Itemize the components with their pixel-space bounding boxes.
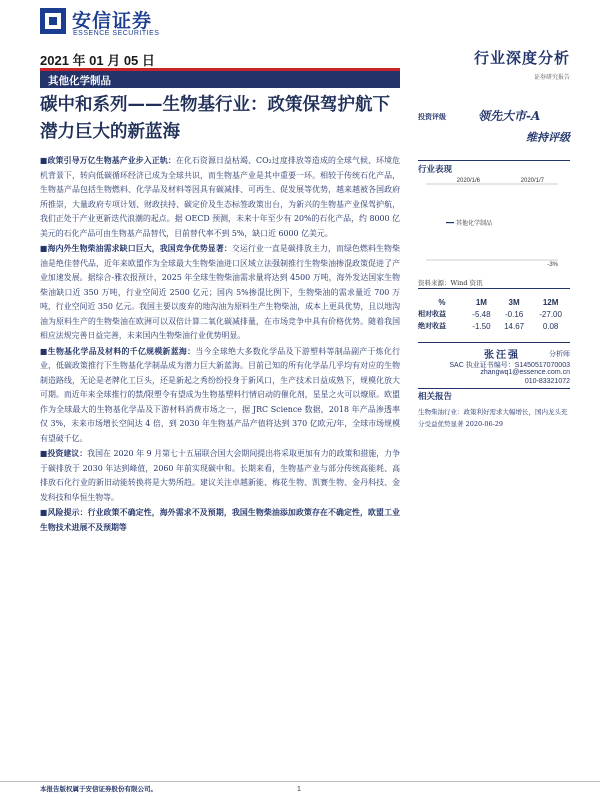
paragraph-lead: 风险提示：	[47, 508, 88, 517]
related-rule	[418, 388, 570, 389]
brand-logo-icon	[40, 8, 66, 34]
body-paragraph	[40, 447, 400, 505]
bullet-icon: ■	[40, 244, 48, 253]
body-paragraph	[40, 242, 400, 344]
table-cell: 14.67	[504, 321, 525, 331]
footer-rule	[0, 781, 600, 782]
body-paragraph-risk	[40, 506, 400, 535]
brand-name-cn: 安信证券	[72, 10, 153, 32]
performance-chart	[418, 174, 570, 269]
chart-x-tick-0: 2020/1/6	[456, 178, 480, 184]
performance-top-rule	[418, 160, 570, 161]
rating-value: 领先大市-A	[478, 109, 541, 123]
table-cell: 0.08	[542, 321, 559, 331]
analyst-phone: 010-83321072	[524, 378, 570, 385]
analyst-cert: SAC 执业证书编号：S1450517070003	[449, 362, 570, 369]
analyst-rule	[418, 342, 570, 343]
table-cell: -0.16	[504, 309, 524, 319]
analyst-role: 分析师	[549, 350, 570, 358]
chart-legend-label: 其他化学制品	[456, 220, 493, 227]
table-cell: -5.48	[472, 309, 491, 319]
table-row-label: 绝对收益	[418, 321, 446, 330]
report-type: 行业深度分析	[473, 49, 570, 67]
bullet-icon: ■	[40, 508, 48, 517]
body-paragraph	[40, 154, 400, 241]
table-row-label: 相对收益	[418, 309, 446, 318]
performance-table	[418, 296, 570, 332]
footer-note: 本报告版权属于安信证券股份有限公司。	[40, 785, 157, 793]
related-report[interactable]	[418, 406, 570, 430]
performance-col-header: 3M	[508, 297, 520, 307]
performance-heading: 行业表现	[418, 165, 453, 175]
chart-legend-swatch	[446, 222, 454, 223]
rating-keep: 维持评级	[526, 131, 570, 144]
paragraph-lead: 政策引导万亿生物基产业步入正轨：	[47, 156, 176, 165]
paragraph-text: 交运行业一直是碳排放主力，而绿色燃料生物柴油是绝佳替代品，近年来欧盟作为全球最大生物柴油进口区域立法强制推行生物柴油掺混政策促进了产业加速发展。据综合-雅农报预计，2025 年全球生物柴油需求量将达到 4500 万吨，海外发达国家生物柴油缺口近 350 万吨，行业空间近 2500 亿元；国内 5%掺混比例下，生物柴油的需求量近 700 万吨，行业空间近 350 亿元。我国主要以废弃的地沟油为原料生产生物柴油，成本上更具优势，且以地沟油为原料生产的生物柴油在欧洲可以双倍计算二氧化碳减排量，在市场竞争中具有价格优势。随着我国相应法规完善日益完善，未来国内生物柴油行业优势明显。	[40, 244, 400, 340]
paragraph-text: 行业政策不确定性，海外需求不及预期，我国生物柴油添加政策存在不确定性，欧盟工业生物技术进展不及预期等	[40, 508, 400, 532]
performance-chart-svg	[418, 174, 570, 269]
rating-label: 投资评级	[418, 112, 446, 121]
report-date: 2021 年 01 月 05 日	[40, 53, 155, 68]
paragraph-lead: 投资建议：	[47, 449, 88, 458]
page-number: 1	[297, 786, 301, 793]
table-cell: -27.00	[539, 309, 562, 319]
related-heading: 相关报告	[418, 392, 453, 402]
bullet-icon: ■	[40, 449, 48, 458]
bullet-icon: ■	[40, 346, 48, 356]
performance-source-rule	[418, 288, 570, 289]
performance-col-header: 12M	[542, 297, 559, 307]
chart-x-tick-1: 2020/1/7	[520, 178, 544, 184]
report-subtype: 证券研究报告	[533, 74, 570, 81]
report-body	[40, 154, 400, 536]
bullet-icon: ■	[40, 156, 48, 165]
brand-name-en: ESSENCE SECURITIES	[73, 30, 160, 37]
paragraph-text: 在化石资源日益枯竭、CO₂过度排放等造成的全球气候、环境危机背景下，转向低碳循环经济已成为全球共识，而生物基产业是其中重要一环。相较于传统石化产品，生物基产品包括生物燃料、化学品及材料等因具有碳减排、可再生、促发展等优势，越来越被各国政府所推崇，大量政府专项计划、财政扶持、碳定价及生态标签政策出台，为新兴的生物基产业保驾护航，我们正处于产业更新迭代浪潮的起点。据 OECD 预测，未来十年至少有 20%的石化产品，约 8000 亿美元的石化产品可由生物基产品替代，目前替代率不到 5%，缺口近 6000 亿美元。	[40, 156, 400, 238]
category-label: 其他化学制品	[48, 75, 111, 87]
table-row	[418, 320, 570, 332]
performance-col-header: 1M	[475, 297, 487, 307]
performance-col-header: %	[438, 297, 446, 307]
analyst-email[interactable]: zhangwq1@essence.com.cn	[480, 369, 570, 376]
brand-logo	[40, 6, 200, 40]
performance-source: 资料来源：Wind 资讯	[418, 279, 483, 287]
related-report-title: 生物柴油行业：政策利好需求大幅增长，国内龙头充分受益优势显著	[418, 408, 568, 428]
paragraph-text: 我国在 2020 年 9 月第七十五届联合国大会期间提出将采取更加有力的政策和措施，力争于碳排放于 2030 年达到峰值，2060 年前实现碳中和。长期来看，生物基产业与部分传统高能耗、高排放石化行业的新旧动能转换将是大势所趋。建议关注卓越新能、梅花生物、凯赛生物、金丹科技、金发科技和华恒生物等。	[40, 449, 400, 502]
performance-table-header-row	[418, 296, 570, 308]
paragraph-lead: 海内外生物柴油需求缺口巨大，我国竞争优势显著：	[47, 244, 232, 253]
table-cell: -1.50	[472, 321, 491, 331]
page-title: 碳中和系列——生物基行业：政策保驾护航下潜力巨大的新蓝海	[40, 95, 390, 142]
related-report-date: 2020-06-29	[465, 420, 504, 428]
paragraph-lead: 生物基化学品及材料的千亿规模新蓝海：	[47, 346, 196, 356]
table-row	[418, 308, 570, 320]
paragraph-text: 当今全球绝大多数化学品及下游塑料等制品副产于炼化行业，低碳政策推行下生物基化学制品成为潜力巨大新蓝海。目前已知的所有化学品几乎均有对应的生物制造路线，无论是老牌化工巨头，还是新起之秀纷纷投身于新风口，生产技术日益成熟下，规模化放大可期。而近年来全球推行的禁/限塑令有望成为生物基塑料行情启动的催化剂，星星之火可以燎原。欧盟作为全球最大的生物基化学品及下游材料消费市场之一，据 JRC Science 数据，2018 年产品渗透率仅 3%，未来市场增长空间达 4 倍，到 2030 年生物基产品产值将达到 370 亿欧元/年，全球市场规模有望破千亿。	[40, 346, 400, 443]
analyst-name: 张汪强	[484, 350, 520, 361]
chart-y-tick-0: -3%	[547, 262, 558, 268]
body-paragraph	[40, 345, 400, 447]
